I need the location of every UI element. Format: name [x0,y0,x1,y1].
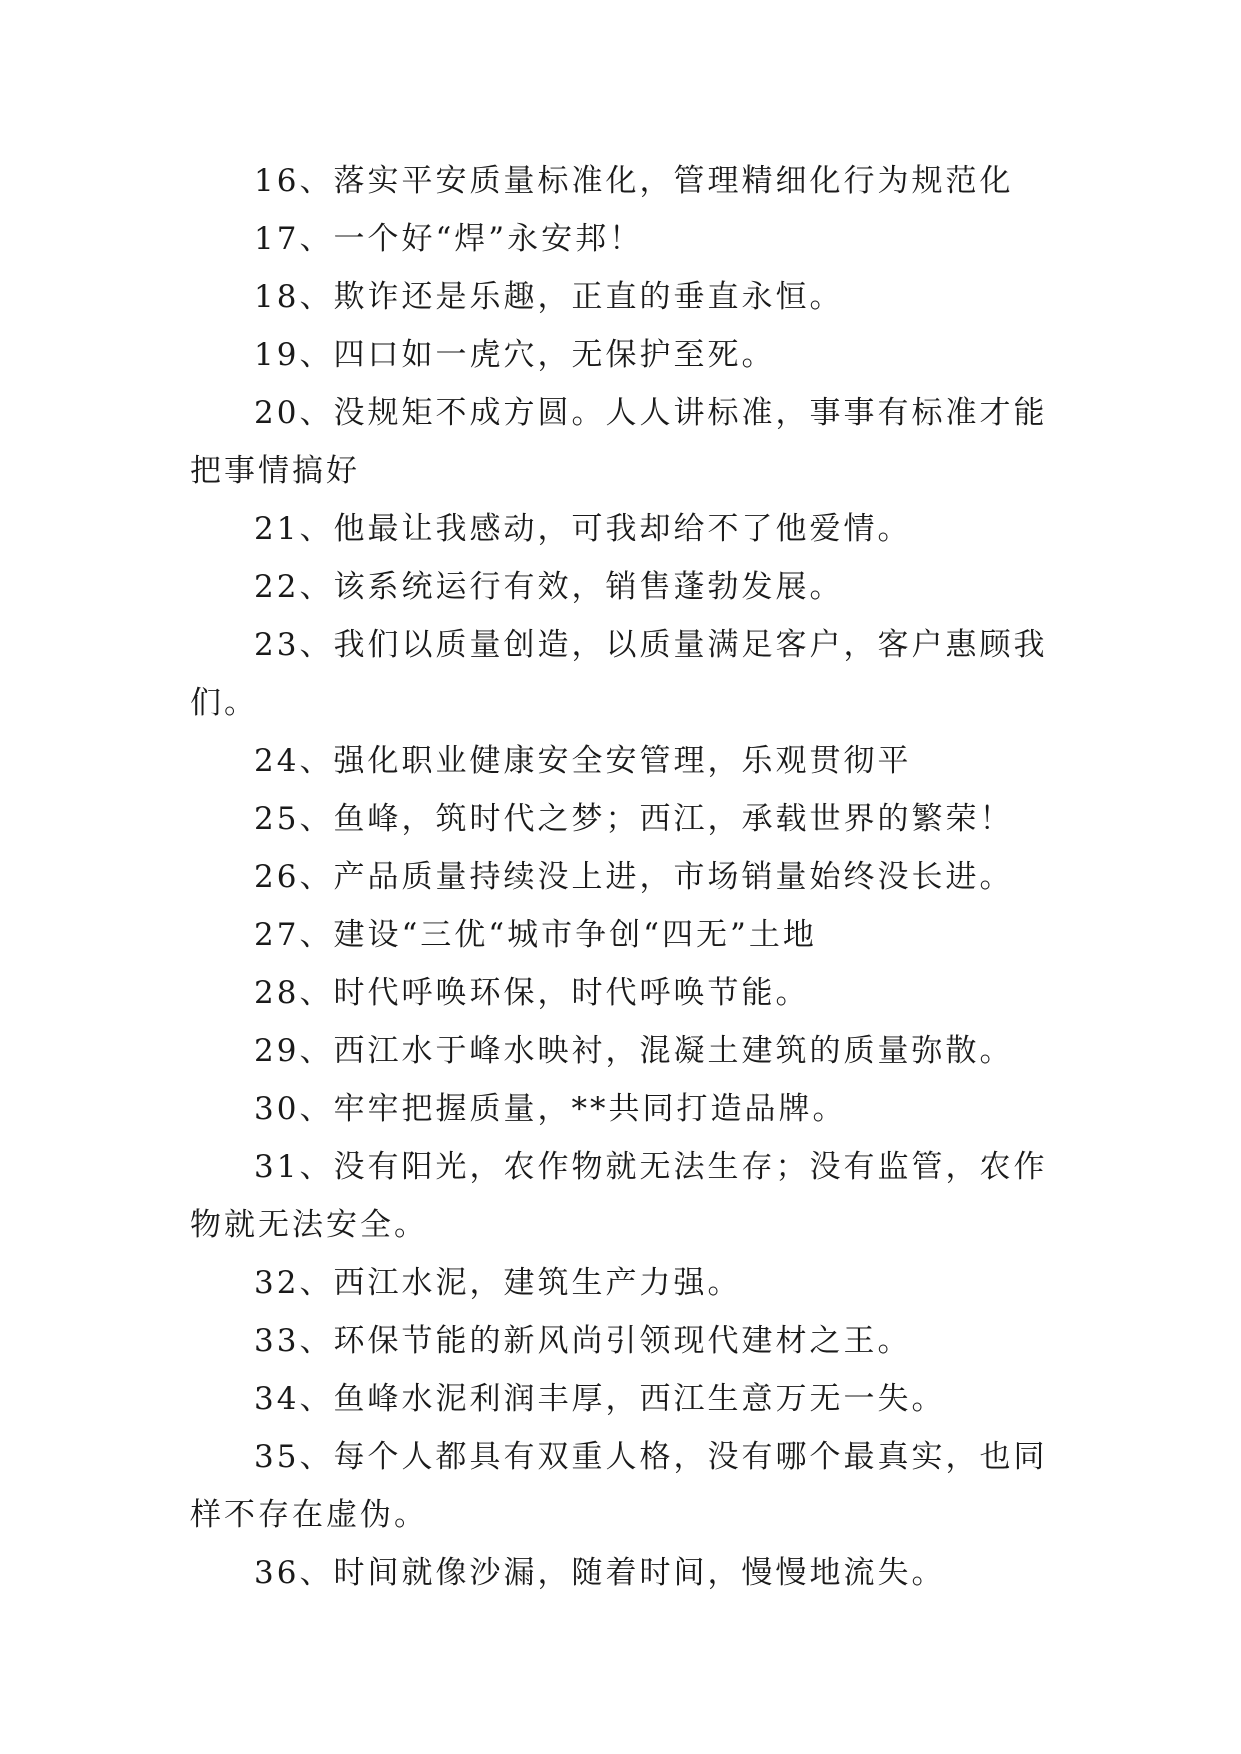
paragraph-34: 34、鱼峰水泥利润丰厚，西江生意万无一失。 [254,1381,946,1417]
paragraph-23: 23、我们以质量创造，以质量满足客户，客户惠顾我们。 [190,627,1048,721]
paragraph-33: 33、环保节能的新风尚引领现代建材之王。 [254,1323,912,1359]
paragraph-18: 18、欺诈还是乐趣，正直的垂直永恒。 [254,279,844,315]
paragraph-25: 25、鱼峰，筑时代之梦；西江，承载世界的繁荣！ [254,801,1014,837]
paragraph-28: 28、时代呼唤环保，时代呼唤节能。 [254,975,810,1011]
paragraph-29: 29、西江水于峰水映衬，混凝土建筑的质量弥散。 [254,1033,1014,1069]
paragraph-32: 32、西江水泥，建筑生产力强。 [254,1265,742,1301]
paragraph-20: 20、没规矩不成方圆。人人讲标准，事事有标准才能把事情搞好 [190,395,1048,489]
paragraph-19: 19、四口如一虎穴，无保护至死。 [254,337,776,373]
paragraph-24: 24、强化职业健康安全安管理，乐观贯彻平 [254,743,912,779]
paragraph-30: 30、牢牢把握质量，**共同打造品牌。 [254,1091,847,1127]
document-body [190,152,1050,1602]
paragraph-22: 22、该系统运行有效，销售蓬勃发展。 [254,569,844,605]
paragraph-27: 27、建设“三优“城市争创“四无”土地 [254,917,817,953]
paragraph-17: 17、一个好“焊”永安邦！ [254,221,644,257]
paragraph-21: 21、他最让我感动，可我却给不了他爱情。 [254,511,912,547]
paragraph-36: 36、时间就像沙漏，随着时间，慢慢地流失。 [254,1555,946,1591]
paragraph-16: 16、落实平安质量标准化，管理精细化行为规范化 [254,163,1014,199]
paragraph-31: 31、没有阳光，农作物就无法生存；没有监管，农作物就无法安全。 [190,1149,1048,1243]
paragraph-26: 26、产品质量持续没上进，市场销量始终没长进。 [254,859,1014,895]
paragraph-35: 35、每个人都具有双重人格，没有哪个最真实，也同样不存在虚伪。 [190,1439,1048,1533]
